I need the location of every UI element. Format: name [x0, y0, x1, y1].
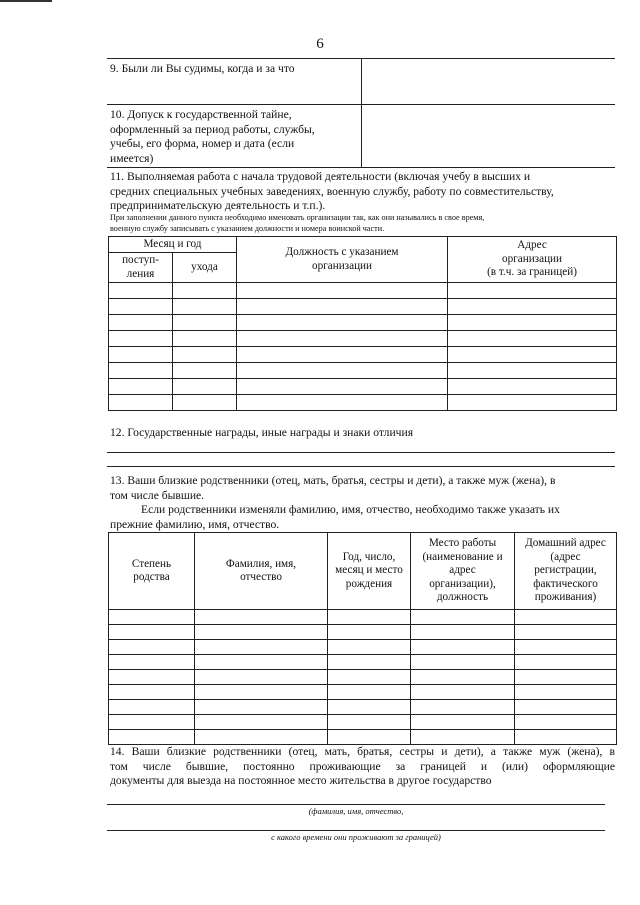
- q13-table-row[interactable]: [109, 655, 617, 670]
- q13-header-relation-line: Степень: [131, 557, 172, 570]
- q11-header-position-line: организации: [311, 259, 373, 272]
- q11-header-entry: [109, 253, 173, 283]
- q13-header-work-line: адрес: [449, 564, 476, 577]
- q11-header-address-line: организации: [501, 252, 563, 265]
- q13-table-row[interactable]: [109, 670, 617, 685]
- q13-label: [110, 474, 615, 503]
- q9-bottom-border: [107, 104, 615, 105]
- q11-work-table: [108, 236, 617, 411]
- q11-table-row[interactable]: [109, 379, 617, 395]
- q13-relatives-table: [108, 532, 617, 745]
- q11-table-row[interactable]: [109, 363, 617, 379]
- q11-header-entry-line: ления: [126, 267, 155, 280]
- q11-table-row[interactable]: [109, 347, 617, 363]
- q11-header-month-year: Месяц и год: [109, 237, 237, 253]
- q11-note-line: военную службу записывать с указанием должности и номера воинской части.: [110, 223, 385, 233]
- q13-header-home-line: Домашний адрес: [525, 537, 606, 550]
- q10-line: оформленный за период работы, службы,: [110, 122, 315, 136]
- q12-answer-line[interactable]: [107, 452, 615, 453]
- q13-header-work-line: должность: [436, 591, 489, 604]
- q11-table-row[interactable]: [109, 331, 617, 347]
- q13-header-name-line: отчество: [240, 571, 282, 583]
- q10-label: [110, 108, 360, 166]
- q11-header-address-line: (в т.ч. за границей): [487, 266, 577, 279]
- q13-table-row[interactable]: [109, 685, 617, 700]
- q13-header-work: [411, 533, 515, 610]
- q11-line: средних специальных учебных заведениях, военную службу, работу по совместительству,: [110, 184, 554, 198]
- q11-line: 11. Выполняемая работа с начала трудовой деятельности (включая учебу в высших и: [110, 170, 531, 183]
- q10-bottom-border: [107, 167, 615, 168]
- q11-header-position: [237, 237, 448, 283]
- q13-header-birth-line: рождения: [345, 577, 393, 590]
- q10-line: имеется): [110, 151, 154, 165]
- q11-line: предпринимательскую деятельность и т.п.).: [110, 199, 326, 213]
- q13-table-row[interactable]: [109, 625, 617, 640]
- q13-header-work-line: организации),: [429, 577, 496, 590]
- q14-hint-name: (фамилия, имя, отчество,: [308, 806, 404, 816]
- q13-table-row[interactable]: [109, 610, 617, 625]
- q11-label: [110, 170, 615, 214]
- q13-table-row[interactable]: [109, 700, 617, 715]
- q13-header-relation-line: родства: [133, 571, 170, 583]
- q13-header-work-line: (наименование и: [422, 550, 503, 563]
- q13-header-home: [515, 533, 617, 610]
- q10-line: учебы, его форма, номер и дата (если: [110, 137, 295, 151]
- q11-header-position-line: Должность с указанием: [285, 246, 399, 258]
- q13-table-row[interactable]: [109, 715, 617, 730]
- q11-table-row[interactable]: [109, 315, 617, 331]
- q11-note-line: При заполнении данного пункта необходимо именовать организации так, как они назывались в свое время,: [110, 213, 485, 222]
- q11-table-row[interactable]: [109, 395, 617, 411]
- q13-header-home-line: фактического: [533, 577, 598, 590]
- q12-label: 12. Государственные награды, иные награды и знаки отличия: [110, 426, 414, 439]
- q13-paragraph-line: прежние фамилию, имя, отчество.: [110, 517, 280, 531]
- q11-header-exit: ухода: [173, 253, 237, 283]
- q13-header-home-line: проживания): [534, 591, 597, 604]
- q13-paragraph-line: Если родственники изменяли фамилию, имя, отчество, необходимо также указать их: [141, 503, 560, 516]
- q13-table-row[interactable]: [109, 730, 617, 745]
- q13-table-row[interactable]: [109, 640, 617, 655]
- q11-header-entry-line: поступ-: [122, 254, 159, 266]
- q13-line: том числе бывшие.: [110, 488, 205, 502]
- q14-line: 14. Ваши близкие родственники (отец, мать, братья, сестры и дети), а также муж (жена), в: [110, 745, 615, 758]
- top-edge-mark: [0, 0, 52, 2]
- q13-paragraph: [110, 503, 615, 532]
- q13-header-birth-line: месяц и место: [335, 564, 403, 577]
- q13-header-relation: [109, 533, 195, 610]
- q11-table-row[interactable]: [109, 283, 617, 299]
- q12-answer-line[interactable]: [107, 466, 615, 467]
- q14-hint-since: с какого времени они проживают за границей): [271, 832, 441, 842]
- q11-note: [110, 213, 615, 234]
- q13-header-birth: [328, 533, 411, 610]
- q13-header-home-line: (адрес: [550, 550, 581, 563]
- q11-header-address-line: Адрес: [517, 239, 547, 252]
- q13-header-name-line: Фамилия, имя,: [225, 557, 297, 570]
- q9-label: 9. Были ли Вы судимы, когда и за что: [110, 62, 295, 75]
- q9-q10-divider: [361, 58, 362, 168]
- q11-header-address: [448, 237, 617, 283]
- q14-label: [110, 745, 615, 789]
- q13-line: 13. Ваши близкие родственники (отец, мать, братья, сестры и дети), а также муж (жена), в: [110, 474, 556, 487]
- q14-line: том числе бывшие, постоянно проживающие за границей и (или) оформляющие: [110, 759, 615, 773]
- page-number: 6: [316, 36, 324, 52]
- q11-table-row[interactable]: [109, 299, 617, 315]
- q14-line: документы для выезда на постоянное место жительства в другое государство: [110, 774, 492, 788]
- q13-header-birth-line: Год, число,: [342, 550, 396, 563]
- q13-header-name: [195, 533, 328, 610]
- q13-header-home-line: регистрации,: [534, 564, 597, 577]
- q10-line: 10. Допуск к государственной тайне,: [110, 108, 292, 121]
- q13-header-work-line: Место работы: [428, 537, 497, 550]
- q14-answer-line[interactable]: [107, 804, 605, 805]
- q14-answer-line[interactable]: [107, 830, 605, 831]
